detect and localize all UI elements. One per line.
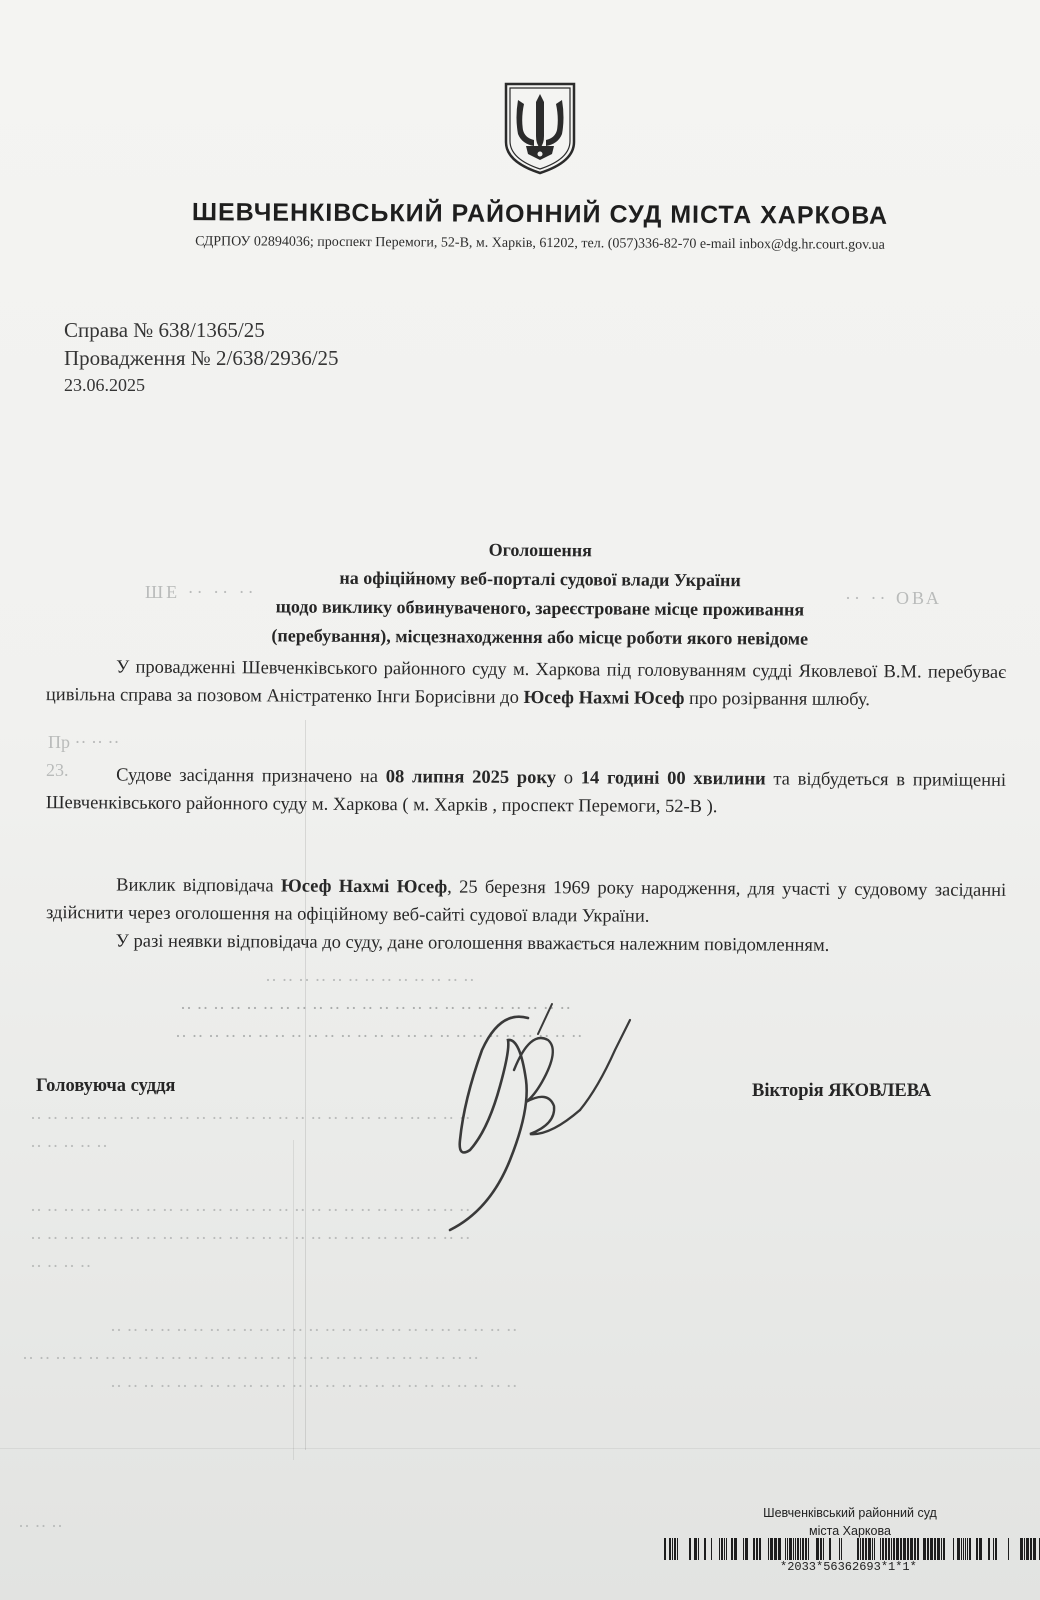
barcode-bar (800, 1538, 801, 1560)
barcode-bar (719, 1538, 720, 1560)
bleed-through-text: ·· ·· ·· ·· ·· ·· ·· ·· ·· ·· ·· ·· ·· ·· ·· ·· ·· ·· ·· ·· ·· ·· ·· ·· ·· (110, 1376, 518, 1396)
barcode-bar (891, 1538, 892, 1560)
barcode-bar (756, 1538, 758, 1560)
barcode-bar (774, 1538, 777, 1560)
bleed-through-text: ·· ·· ·· ·· ·· ·· ·· ·· ·· ·· ·· ·· ·· ·· ·· ·· ·· ·· ·· ·· ·· ·· ·· ·· ·· (175, 1026, 583, 1046)
barcode-bar (704, 1538, 706, 1560)
p2-start: Судове засідання призначено на (116, 765, 386, 788)
barcode-bar (1030, 1538, 1032, 1560)
barcode-bar (882, 1538, 884, 1560)
barcode-bar (689, 1538, 691, 1560)
p2-end: та відбудеться в приміщенні Шевченківського районного суду м. Харкова ( м. Харків , проспект Перемоги, 52-В ). (45, 769, 1007, 818)
p3-start: Виклик відповідача (116, 875, 281, 897)
barcode-bar (778, 1538, 781, 1560)
barcode-bar (820, 1538, 822, 1560)
stamp-line-2: міста Харкова (809, 1524, 891, 1538)
barcode-bar (910, 1538, 913, 1560)
p3-defendant: Юсеф Нахмі Юсеф (280, 876, 448, 898)
barcode-number: *2033*56362693*1*1* (780, 1560, 917, 1574)
barcode-bar (893, 1538, 895, 1560)
barcode-bar (967, 1538, 968, 1560)
barcode-bar (1033, 1538, 1036, 1560)
barcode-bar (969, 1538, 971, 1560)
barcode-bar (745, 1538, 748, 1560)
stamp-line-1: Шевченківський районний суд (763, 1506, 937, 1520)
barcode-bar (743, 1538, 744, 1560)
p2-mid: о (555, 768, 581, 789)
barcode-bar (860, 1538, 861, 1560)
barcode-bar (988, 1538, 990, 1560)
barcode-bar (868, 1538, 871, 1560)
barcode-bar (694, 1538, 697, 1560)
barcode-bar (857, 1538, 859, 1560)
barcode-bar (672, 1538, 673, 1560)
barcode-bar (993, 1538, 994, 1560)
barcode-bar (907, 1538, 909, 1560)
barcode (664, 1538, 1040, 1560)
barcode-bar (759, 1538, 761, 1560)
case-info (64, 316, 339, 398)
p1-end: про розірвання шлюбу. (684, 688, 870, 711)
barcode-bar (802, 1538, 804, 1560)
barcode-bar (839, 1538, 840, 1560)
judge-role: Головуюча суддя (36, 1076, 176, 1096)
barcode-bar (1024, 1538, 1025, 1560)
bleed-through-text: ·· ·· ·· ·· ·· ·· ·· ·· ·· ·· ·· ·· ·· ·· ·· ·· ·· ·· ·· ·· ·· ·· ·· ·· ·· (110, 1320, 518, 1340)
barcode-bar (934, 1538, 936, 1560)
barcode-bar (976, 1538, 978, 1560)
barcode-bar (674, 1538, 676, 1560)
p1-text: У провадженні Шевченківського районного суду м. Харкова під головуванням судді Яковлевої В.М. перебуває цивільна справа за позовом Аністратенко Інги Борисівни до (45, 657, 1007, 708)
barcode-bar (957, 1538, 960, 1560)
barcode-bar (731, 1538, 733, 1560)
bleed-through-text: ·· ·· ·· ·· ·· ·· ·· ·· ·· ·· ·· ·· ·· ·· ·· ·· ·· ·· ·· ·· ·· ·· ·· ·· ·· ·· ·· ·· (22, 1348, 480, 1368)
paper-fold-vertical-lower (293, 1140, 294, 1460)
barcode-bar (669, 1538, 671, 1560)
barcode-bar (995, 1538, 997, 1560)
barcode-bar (953, 1538, 954, 1560)
case-number: Справа № 638/1365/25 (64, 318, 265, 342)
p3-end: , 25 березня 1969 року народження, для участі у судовому засіданні здійснити через оголошення на офіційному веб-сайті судової влади України. (45, 877, 1007, 927)
bleed-through-text: Пр ·· ·· ·· (48, 732, 120, 752)
barcode-bar (896, 1538, 899, 1560)
barcode-bar (1026, 1538, 1029, 1560)
barcode-bar (874, 1538, 875, 1560)
court-name: ШЕВЧЕНКІВСЬКИЙ РАЙОННИЙ СУД МІСТА ХАРКОВА (191, 198, 889, 230)
barcode-bar (808, 1538, 809, 1560)
title-line-2: на офіційному веб-порталі судової влади України (339, 567, 741, 591)
bleed-through-text: ·· ·· ·· ·· ·· ·· ·· ·· ·· ·· ·· ·· ·· (265, 970, 475, 990)
coat-of-arms-icon (500, 80, 580, 176)
barcode-bar (927, 1538, 929, 1560)
barcode-bar (1020, 1538, 1023, 1560)
barcode-bar (726, 1538, 727, 1560)
court-contacts: СДРПОУ 02894036; проспект Перемоги, 52-В, м. Харків, 61202, тел. (057)336-82-70 e-mail inbox@dg.hr.court.gov.ua (195, 234, 885, 253)
barcode-bar (785, 1538, 786, 1560)
barcode-bar (961, 1538, 962, 1560)
barcode-bar (698, 1538, 699, 1560)
barcode-bar (829, 1538, 831, 1560)
barcode-bar (797, 1538, 799, 1560)
barcode-bar (914, 1538, 916, 1560)
bleed-through-text: 23. (46, 760, 69, 780)
barcode-bar (943, 1538, 945, 1560)
barcode-bar (768, 1538, 769, 1560)
proceeding-number: Провадження № 2/638/2936/25 (64, 346, 339, 370)
p1-defendant: Юсеф Нахмі Юсеф (523, 687, 685, 709)
barcode-bar (903, 1538, 906, 1560)
barcode-bar (823, 1538, 824, 1560)
barcode-bar (793, 1538, 794, 1560)
bleed-through-text: ·· ·· ·· (18, 1516, 63, 1536)
barcode-bar (930, 1538, 933, 1560)
p4-notice: У разі неявки відповідача до суду, дане оголошення вважається належним повідомленням. (115, 931, 830, 956)
bleed-through-text: ШЕ ·· ·· ·· (145, 582, 257, 602)
p2-date: 08 липня 2025 року (385, 767, 557, 789)
barcode-bar (941, 1538, 942, 1560)
barcode-bar (664, 1538, 666, 1560)
bleed-through-text: ·· ·· ОВА (845, 588, 942, 608)
barcode-bar (795, 1538, 796, 1560)
barcode-bar (865, 1538, 867, 1560)
barcode-bar (885, 1538, 887, 1560)
barcode-bar (917, 1538, 919, 1560)
paragraph-hearing (46, 761, 1006, 823)
bleed-through-text: ·· ·· ·· ·· ·· ·· ·· ·· ·· ·· ·· ·· ·· ·· ·· ·· ·· ·· ·· ·· ·· ·· ·· ·· ·· ·· ·· (30, 1108, 471, 1128)
barcode-bar (770, 1538, 773, 1560)
barcode-bar (888, 1538, 890, 1560)
court-stamp (740, 1504, 960, 1540)
barcode-bar (753, 1538, 755, 1560)
title-line-1: Оголошення (488, 539, 592, 561)
barcode-bar (734, 1538, 737, 1560)
barcode-bar (880, 1538, 881, 1560)
title-line-3: щодо виклику обвинуваченого, зареєстроване місце проживання (275, 596, 805, 620)
barcode-bar (816, 1538, 819, 1560)
barcode-bar (923, 1538, 926, 1560)
p2-time: 14 годині 00 хвилини (580, 768, 766, 790)
barcode-bar (963, 1538, 964, 1560)
paragraph-summons (46, 871, 1006, 961)
bleed-through-text: ·· ·· ·· ·· ·· ·· ·· ·· ·· ·· ·· ·· ·· ·· ·· ·· ·· ·· ·· ·· ·· ·· ·· ·· ·· ·· ·· (30, 1228, 471, 1248)
barcode-bar (862, 1538, 864, 1560)
barcode-bar (872, 1538, 873, 1560)
barcode-bar (805, 1538, 807, 1560)
barcode-bar (677, 1538, 678, 1560)
handwritten-signature (430, 990, 650, 1240)
barcode-bar (965, 1538, 966, 1560)
barcode-bar (900, 1538, 902, 1560)
barcode-bar (1008, 1538, 1009, 1560)
bleed-through-text: ·· ·· ·· ·· ·· ·· ·· ·· ·· ·· ·· ·· ·· ·· ·· ·· ·· ·· ·· ·· ·· ·· ·· ·· (180, 998, 572, 1018)
barcode-bar (937, 1538, 940, 1560)
barcode-bar (787, 1538, 788, 1560)
judge-name: Вікторія ЯКОВЛЕВА (752, 1081, 932, 1101)
barcode-bar (841, 1538, 842, 1560)
title-line-4: (перебування), місцезнаходження або місце роботи якого невідоме (271, 625, 809, 649)
paper-fold-horizontal (0, 1448, 1040, 1449)
bleed-through-text: ·· ·· ·· ·· ·· (30, 1136, 108, 1156)
announcement-title (160, 534, 921, 655)
barcode-bar (979, 1538, 982, 1560)
document-date: 23.06.2025 (64, 375, 145, 395)
barcode-bar (721, 1538, 723, 1560)
barcode-bar (789, 1538, 792, 1560)
paragraph-proceeding (46, 653, 1006, 715)
bleed-through-text: ·· ·· ·· ·· ·· ·· ·· ·· ·· ·· ·· ·· ·· ·· ·· ·· ·· ·· ·· ·· ·· ·· ·· ·· ·· ·· ·· (30, 1200, 471, 1220)
bleed-through-text: ·· ·· ·· ·· (30, 1256, 92, 1276)
barcode-bar (711, 1538, 712, 1560)
barcode-bar (724, 1538, 725, 1560)
